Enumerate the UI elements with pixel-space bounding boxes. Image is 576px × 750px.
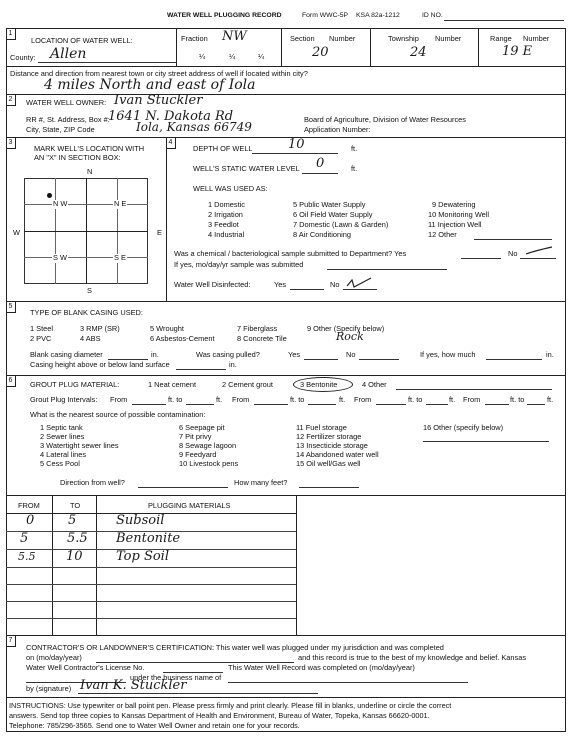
interval-2-from-line[interactable] xyxy=(254,404,288,405)
interval-2-to-line[interactable] xyxy=(308,404,336,405)
certification-line-1: CONTRACTOR'S OR LANDOWNER'S CERTIFICATION: This water well was plugged under my jurisdiction and was completed xyxy=(26,643,444,652)
source-livestock[interactable]: 10 Livestock pens xyxy=(179,459,239,468)
sample-question: Was a chemical / bacteriological sample submitted to Department? Yes xyxy=(174,249,407,258)
use-other[interactable]: 12 Other xyxy=(428,230,457,239)
row-1-from[interactable]: 0 xyxy=(26,513,35,528)
use-monitoring[interactable]: 10 Monitoring Well xyxy=(428,210,490,219)
ne-label: N E xyxy=(114,199,127,208)
instructions-line-2: answers. Send top three copies to Kansas Department of Health and Environment, Bureau of Water, Topeka, Kansas 66620-0001. xyxy=(9,711,430,720)
ksa-reference: KSA 82a-1212 xyxy=(356,12,400,19)
casing-pvc[interactable]: 2 PVC xyxy=(30,334,52,343)
form-title: WATER WELL PLUGGING RECORD xyxy=(167,12,282,19)
city-value[interactable]: Iola, Kansas 66749 xyxy=(136,120,252,134)
fraction-label: Fraction xyxy=(181,34,208,43)
interval-4-to: ft. to xyxy=(510,395,525,404)
source-privy[interactable]: 7 Pit privy xyxy=(179,432,212,441)
range-label: Range xyxy=(490,34,512,43)
use-dewatering[interactable]: 9 Dewatering xyxy=(432,200,476,209)
source-fertilizer[interactable]: 12 Fertilizer storage xyxy=(296,432,362,441)
nw-label: N W xyxy=(53,199,68,208)
interval-1-ft: ft. xyxy=(216,395,223,404)
use-injection[interactable]: 11 Injection Well xyxy=(428,220,482,229)
certification-line-4: under the business name of xyxy=(130,673,222,682)
certification-line-3a: Water Well Contractor's License No. xyxy=(26,663,145,672)
section-value[interactable]: 20 xyxy=(312,45,329,60)
owner-value[interactable]: Ivan Stuckler xyxy=(114,93,203,108)
table-header-to: TO xyxy=(70,501,81,510)
interval-4-ft: ft. xyxy=(547,395,554,404)
row-2-material[interactable]: Bentonite xyxy=(116,531,181,546)
grout-bentonite[interactable]: 3 Bentonite xyxy=(300,380,338,389)
location-label: LOCATION OF WATER WELL: xyxy=(31,36,133,45)
casing-other[interactable]: 9 Other (Specify below) xyxy=(307,324,385,333)
depth-value[interactable]: 10 xyxy=(288,137,305,152)
s1-divider-c xyxy=(370,28,371,66)
instructions-line-3: Telephone: 785/296-3565. Send one to Water Well Owner and retain one for your records. xyxy=(9,721,300,730)
source-oil-gas[interactable]: 15 Oil well/Gas well xyxy=(296,459,361,468)
casing-rmp[interactable]: 3 RMP (SR) xyxy=(80,324,120,333)
s1-divider-d xyxy=(478,28,479,66)
west-label: W xyxy=(13,228,20,237)
id-line[interactable] xyxy=(444,20,564,21)
table-row-3-rule xyxy=(6,567,296,568)
row-3-material[interactable]: Top Soil xyxy=(116,549,169,564)
well-location-mark xyxy=(47,193,52,198)
casing-abs[interactable]: 4 ABS xyxy=(80,334,101,343)
sample-no-label: No xyxy=(508,249,518,258)
casing-height-line[interactable] xyxy=(176,369,226,370)
casing-asbestos[interactable]: 6 Asbestos-Cement xyxy=(150,334,215,343)
use-domestic[interactable]: 1 Domestic xyxy=(208,200,245,209)
interval-3-from: From xyxy=(354,395,372,404)
feet-label: How many feet? xyxy=(234,478,288,487)
use-oil-field[interactable]: 6 Oil Field Water Supply xyxy=(293,210,373,219)
interval-1-from: From xyxy=(110,395,128,404)
use-industrial[interactable]: 4 Industrial xyxy=(208,230,245,239)
direction-line[interactable] xyxy=(138,487,228,488)
casing-pulled-label: Was casing pulled? xyxy=(196,350,260,359)
address-value[interactable]: 1641 N. Dakota Rd xyxy=(108,109,234,124)
source-insecticide[interactable]: 13 Insecticide storage xyxy=(296,441,368,450)
disinfected-yes-label: Yes xyxy=(274,280,287,289)
casing-pulled-yes-line[interactable] xyxy=(304,359,338,360)
owner-label: WATER WELL OWNER: xyxy=(26,98,107,107)
city-label: City, State, ZIP Code xyxy=(26,125,95,134)
table-header-from: FROM xyxy=(18,501,40,510)
s6-bottom-rule xyxy=(6,495,566,496)
section-2-number: 2 xyxy=(6,94,16,106)
interval-1-to: ft. to xyxy=(168,395,183,404)
row-3-to[interactable]: 10 xyxy=(66,549,83,564)
source-abandoned[interactable]: 14 Abandoned water well xyxy=(296,450,379,459)
depth-line xyxy=(252,153,338,154)
row-2-to[interactable]: 5.5 xyxy=(67,531,88,546)
casing-other-value[interactable]: Rock xyxy=(336,330,364,343)
s3-s4-divider xyxy=(166,137,167,301)
source-lagoon[interactable]: 8 Sewage lagoon xyxy=(179,441,237,450)
township-number-label: Number xyxy=(435,34,462,43)
source-fuel[interactable]: 11 Fuel storage xyxy=(296,423,347,432)
source-septic[interactable]: 1 Septic tank xyxy=(40,423,83,432)
signature-value[interactable]: Ivan K. Stuckler xyxy=(80,678,187,693)
section-1-number: 1 xyxy=(6,28,16,40)
use-irrigation[interactable]: 2 Irrigation xyxy=(208,210,243,219)
interval-2-to: ft. to xyxy=(290,395,305,404)
mark-label-2: AN "X" IN SECTION BOX: xyxy=(34,153,121,162)
depth-label: DEPTH OF WELL xyxy=(193,144,253,153)
direction-label: Direction from well? xyxy=(60,478,125,487)
s1-bottom-rule xyxy=(6,94,566,95)
how-much-line[interactable] xyxy=(486,359,542,360)
use-lawn-garden[interactable]: 7 Domestic (Lawn & Garden) xyxy=(293,220,389,229)
casing-height-label: Casing height above or below land surface xyxy=(30,360,170,369)
certification-line-2a: on (mo/day/year) xyxy=(26,653,82,662)
disinfected-yes-line[interactable] xyxy=(290,289,324,290)
section-3-number: 3 xyxy=(6,137,16,149)
section-6-number: 6 xyxy=(6,375,16,387)
table-row-6-rule xyxy=(6,618,296,619)
business-name-line[interactable] xyxy=(228,682,468,683)
use-feedlot[interactable]: 3 Feedlot xyxy=(208,220,239,229)
table-right-edge xyxy=(296,495,297,635)
s1-divider-a xyxy=(176,28,177,66)
table-row-4-rule xyxy=(6,584,296,585)
mark-label-1: MARK WELL'S LOCATION WITH xyxy=(34,144,145,153)
casing-pulled-no: No xyxy=(346,350,356,359)
table-col-from-divider xyxy=(52,495,53,635)
s1-rule xyxy=(6,66,566,67)
row-3-from[interactable]: 5.5 xyxy=(18,550,36,563)
casing-steel[interactable]: 1 Steel xyxy=(30,324,54,333)
interval-4-to-line[interactable] xyxy=(527,404,545,405)
interval-1-to-line[interactable] xyxy=(186,404,214,405)
sample-no-check xyxy=(524,245,554,257)
disinfected-no-label: No xyxy=(330,280,340,289)
casing-type-label: TYPE OF BLANK CASING USED: xyxy=(30,308,143,317)
instructions-line-1: INSTRUCTIONS: Use typewriter or ball point pen. Please press firmly and print clearly. Please fill in blanks, underline or circle the correct xyxy=(9,701,452,710)
row-1-to[interactable]: 5 xyxy=(68,513,77,528)
casing-pulled-yes: Yes xyxy=(288,350,301,359)
grid-h3 xyxy=(24,257,148,258)
certification-line-2b: and this record is true to the best of my knowledge and belief. Kansas xyxy=(298,653,527,662)
interval-3-to-line[interactable] xyxy=(426,404,448,405)
disinfected-label: Water Well Disinfected: xyxy=(174,280,251,289)
interval-2-ft: ft. xyxy=(339,395,346,404)
distance-value[interactable]: 4 miles North and east of Iola xyxy=(44,77,256,93)
casing-diameter-label: Blank casing diameter xyxy=(30,350,103,359)
township-value[interactable]: 24 xyxy=(410,45,427,60)
interval-2-from: From xyxy=(232,395,250,404)
east-label: E xyxy=(157,228,162,237)
grout-intervals-label: Grout Plug Intervals: xyxy=(30,395,98,404)
source-sewer[interactable]: 2 Sewer lines xyxy=(40,432,85,441)
row-2-from[interactable]: 5 xyxy=(20,531,29,546)
feet-line[interactable] xyxy=(299,487,359,488)
application-label: Application Number: xyxy=(304,125,371,134)
range-value[interactable]: 19 E xyxy=(502,44,533,59)
grid-h1 xyxy=(24,204,148,205)
s1-divider-b xyxy=(281,28,282,66)
section-4-number: 4 xyxy=(166,137,176,149)
distance-label: Distance and direction from nearest town or city street address of well if located within city? xyxy=(10,69,308,78)
section-label: Section xyxy=(290,34,315,43)
casing-wrought[interactable]: 5 Wrought xyxy=(150,324,184,333)
interval-3-to: ft. to xyxy=(408,395,423,404)
county-line xyxy=(38,62,176,63)
casing-diameter-unit: in. xyxy=(151,350,159,359)
used-as-label: WELL WAS USED AS: xyxy=(193,184,268,193)
source-other[interactable]: 16 Other (specify below) xyxy=(423,423,504,432)
use-public-supply[interactable]: 5 Public Water Supply xyxy=(293,200,366,209)
source-seepage[interactable]: 6 Seepage pit xyxy=(179,423,225,432)
casing-height-unit: in. xyxy=(229,360,237,369)
form-number: Form WWC-5P xyxy=(302,12,349,19)
fraction-value[interactable]: NW xyxy=(222,29,247,44)
s5-bottom-rule xyxy=(6,375,566,376)
se-label: S E xyxy=(114,253,126,262)
quarter-2: ¼ xyxy=(229,52,236,61)
source-watertight[interactable]: 3 Watertight sewer lines xyxy=(40,441,119,450)
id-label: ID NO. xyxy=(422,12,443,19)
how-much-unit: in. xyxy=(546,350,554,359)
grout-cement-grout[interactable]: 2 Cement grout xyxy=(222,380,273,389)
table-col-to-divider xyxy=(96,495,97,635)
grout-neat-cement[interactable]: 1 Neat cement xyxy=(148,380,197,389)
table-bottom-rule xyxy=(6,635,566,636)
sample-yes-line[interactable] xyxy=(461,258,501,259)
row-1-material[interactable]: Subsoil xyxy=(116,513,165,528)
casing-concrete[interactable]: 8 Concrete Tile xyxy=(237,334,287,343)
static-level-value[interactable]: 0 xyxy=(316,156,325,171)
interval-4-from-line[interactable] xyxy=(485,404,509,405)
static-level-line xyxy=(302,173,338,174)
board-label: Board of Agriculture, Division of Water Resources xyxy=(304,115,466,124)
contamination-label: What is the nearest source of possible contamination: xyxy=(30,410,206,419)
sample-date-line[interactable] xyxy=(327,269,447,270)
casing-fiberglass[interactable]: 7 Fiberglass xyxy=(237,324,278,333)
interval-3-from-line[interactable] xyxy=(376,404,406,405)
s4-bottom-rule xyxy=(6,301,566,302)
sample-date-label: If yes, mo/day/yr sample was submitted xyxy=(174,260,304,269)
table-header-materials: PLUGGING MATERIALS xyxy=(148,501,231,510)
how-much-label: If yes, how much xyxy=(420,350,476,359)
s2-bottom-rule xyxy=(6,137,566,138)
depth-unit: ft. xyxy=(351,144,358,153)
use-other-line xyxy=(474,239,552,240)
section-number-label: Number xyxy=(329,34,356,43)
grout-material-label: GROUT PLUG MATERIAL: xyxy=(30,380,120,389)
grout-other[interactable]: 4 Other xyxy=(362,380,387,389)
static-level-unit: ft. xyxy=(351,164,358,173)
source-feedyard[interactable]: 9 Feedyard xyxy=(179,450,217,459)
disinfected-no-check xyxy=(345,276,373,290)
certification-line-3b: This Water Well Record was completed on (mo/day/year) xyxy=(228,663,415,672)
casing-pulled-no-line[interactable] xyxy=(359,359,399,360)
s7-bottom-rule xyxy=(6,697,566,698)
source-other-line[interactable] xyxy=(423,441,549,442)
grid-h2 xyxy=(24,231,148,232)
range-number-label: Number xyxy=(523,34,550,43)
source-lateral[interactable]: 4 Lateral lines xyxy=(40,450,87,459)
interval-3-ft: ft. xyxy=(449,395,456,404)
use-air-conditioning[interactable]: 8 Air Conditioning xyxy=(293,230,351,239)
address-label: RR #, St. Address, Box #: xyxy=(26,115,110,124)
section-7-number: 7 xyxy=(6,635,16,647)
quarter-3: ¼ xyxy=(258,52,265,61)
interval-4-from: From xyxy=(463,395,481,404)
county-label: County: xyxy=(10,53,36,62)
static-level-label: WELL'S STATIC WATER LEVEL xyxy=(193,164,300,173)
grout-other-line[interactable] xyxy=(396,389,552,390)
table-row-5-rule xyxy=(6,601,296,602)
north-label: N xyxy=(87,167,93,176)
signature-label: by (signature) xyxy=(26,684,72,693)
county-value[interactable]: Allen xyxy=(50,46,87,62)
source-cess[interactable]: 5 Cess Pool xyxy=(40,459,80,468)
township-label: Township xyxy=(388,34,419,43)
sample-no-line[interactable] xyxy=(520,258,556,259)
south-label: S xyxy=(87,286,92,295)
sw-label: S W xyxy=(53,253,67,262)
quarter-1: ¼ xyxy=(199,52,206,61)
interval-1-from-line[interactable] xyxy=(132,404,166,405)
section-5-number: 5 xyxy=(6,301,16,313)
